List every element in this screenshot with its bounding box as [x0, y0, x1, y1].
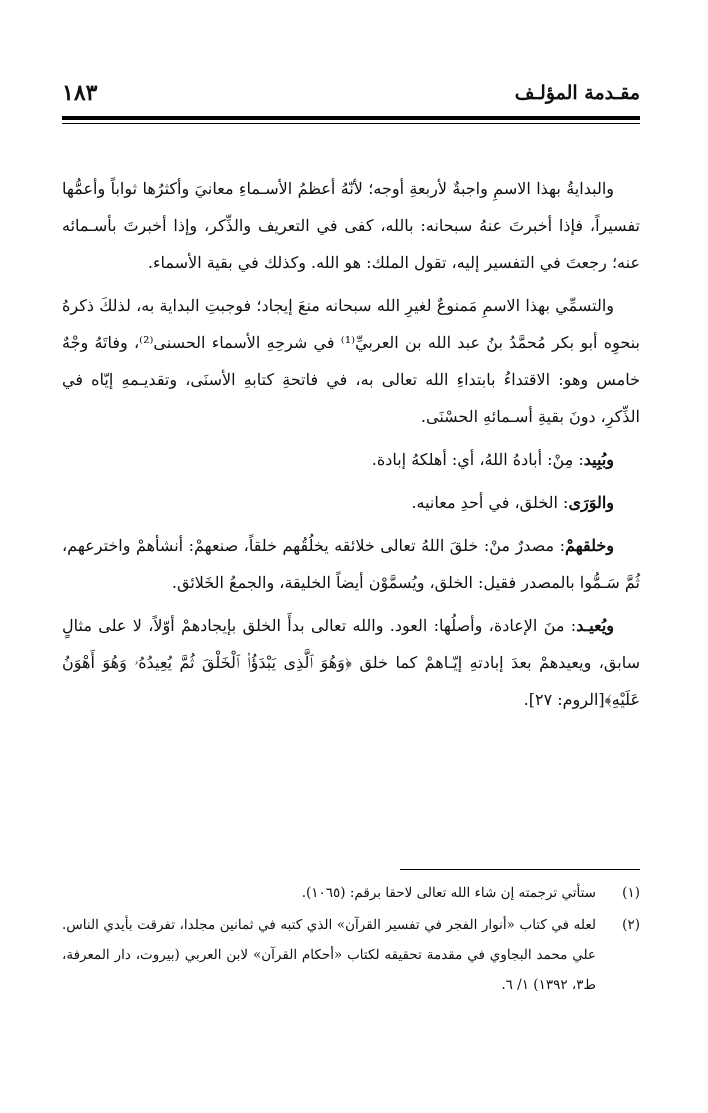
page-header — [62, 78, 640, 118]
book-page — [62, 78, 640, 1058]
term-khalqihim: وخلقهمْ — [564, 536, 614, 555]
paragraph-5-text: : مصدرٌ منْ: خلقَ اللهُ تعالى خلائقه يخلُقُهم خلقاً، صنعهمْ: أنشأهمْ واخترعهم، ثُمَّ سَـمُّوا بالمصدر فقيل: الخلق، ويُسمَّوْن أيضاً الخليقة، والجمعُ الخَلائق. — [62, 536, 640, 592]
term-yubid: وبُبِيد — [583, 450, 614, 469]
running-title: مقـدمة المؤلـف — [514, 82, 640, 104]
paragraph-2: والتسمِّي بهذا الاسمِ مَمنوعٌ لغيرِ الله سبحانه منعَ إيجاد؛ فوجبتِ البداية به، لذلكَ ذكرهُ بنحوِه أبو بكر مُحمَّدُ بنُ عبد الله بن العربيِّ⁽¹⁾ في شرحِهِ الأسماء الحسنى⁽²⁾، وفاتَهُ وجْهٌ خامس وهو: الاقتداءُ بابتداءِ الله تعالى به، في فاتحةِ كتابهِ الأسنَى، وتقديـمهِ إيّاه في الذِّكرِ، دونَ بقيةِ أسـمائهِ الحسْنَى. — [62, 296, 640, 426]
footnotes — [62, 878, 640, 1002]
footnote-1 — [62, 878, 640, 908]
paragraph-4-text: : الخلق، في أحدِ معانيه. — [411, 493, 569, 512]
paragraph-6-text: : منَ الإعادة، وأصلُها: العود. والله تعالى بدأَ الخلق بإيجادهمْ أوّلاً، لا على مثالٍ سابق، ويعيدهمْ بعدَ إبادتهِ إيّـاهمْ كما خلق ﴿وَهُوَ ٱلَّذِى يَبْدَؤُا۟ ٱلْخَلْقَ ثُمَّ يُعِيدُهُۥ وَهُوَ أَهْوَنُ عَلَيْهِ﴾[الروم: ٢٧]. — [62, 616, 640, 709]
body-text — [62, 170, 640, 718]
paragraph-3 — [62, 441, 640, 478]
term-wara: والوَرَى — [568, 493, 614, 512]
footnote-number: (١) — [622, 885, 640, 901]
header-rule-thin — [62, 123, 640, 124]
footnote-separator — [400, 869, 640, 870]
header-rule-thick — [62, 116, 640, 120]
footnote-2 — [62, 910, 640, 1000]
paragraph-1: والبدايةُ بهذا الاسمِ واجبةٌ لأربعةِ أوجه؛ لأنّهُ أعظمُ الأسـماءِ معانيَ وأكثرُها ثواباً وأعمُّها تفسيراً، فإذا أخبرتَ عنهُ سبحانه: بالله، كفى في التعريف والذِّكر، وإذا أخبرتَ بأسـمائه عنه؛ رجعتَ في التفسير إليه، تقول الملك: هو الله. وكذلك في بقية الأسماء. — [62, 179, 640, 272]
footnote-text: ستأتي ترجمته إن شاء الله تعالى لاحقا برقم: (١٠٦٥). — [301, 885, 596, 901]
paragraph-5 — [62, 527, 640, 601]
page-number: ١٨٣ — [62, 80, 98, 106]
footnote-number: (٢) — [622, 917, 640, 933]
paragraph-6 — [62, 607, 640, 718]
footnote-text: لعله في كتاب «أنوار الفجر في تفسير القرآن» الذي كتبه في ثمانين مجلدا، تفرقت بأيدي الناس. علي محمد البجاوي في مقدمة تحقيقه لكتاب «أحكام القرآن» لابن العربي (بيروت، دار المعرفة، ط٣، ١٣٩٢) ١/ ٦. — [62, 917, 596, 993]
term-yuid: ويُعيـد — [576, 616, 614, 635]
paragraph-3-text: : مِنْ: أبادهُ اللهُ، أي: أهلكهُ إبادة. — [371, 450, 584, 469]
paragraph-4 — [62, 484, 640, 521]
